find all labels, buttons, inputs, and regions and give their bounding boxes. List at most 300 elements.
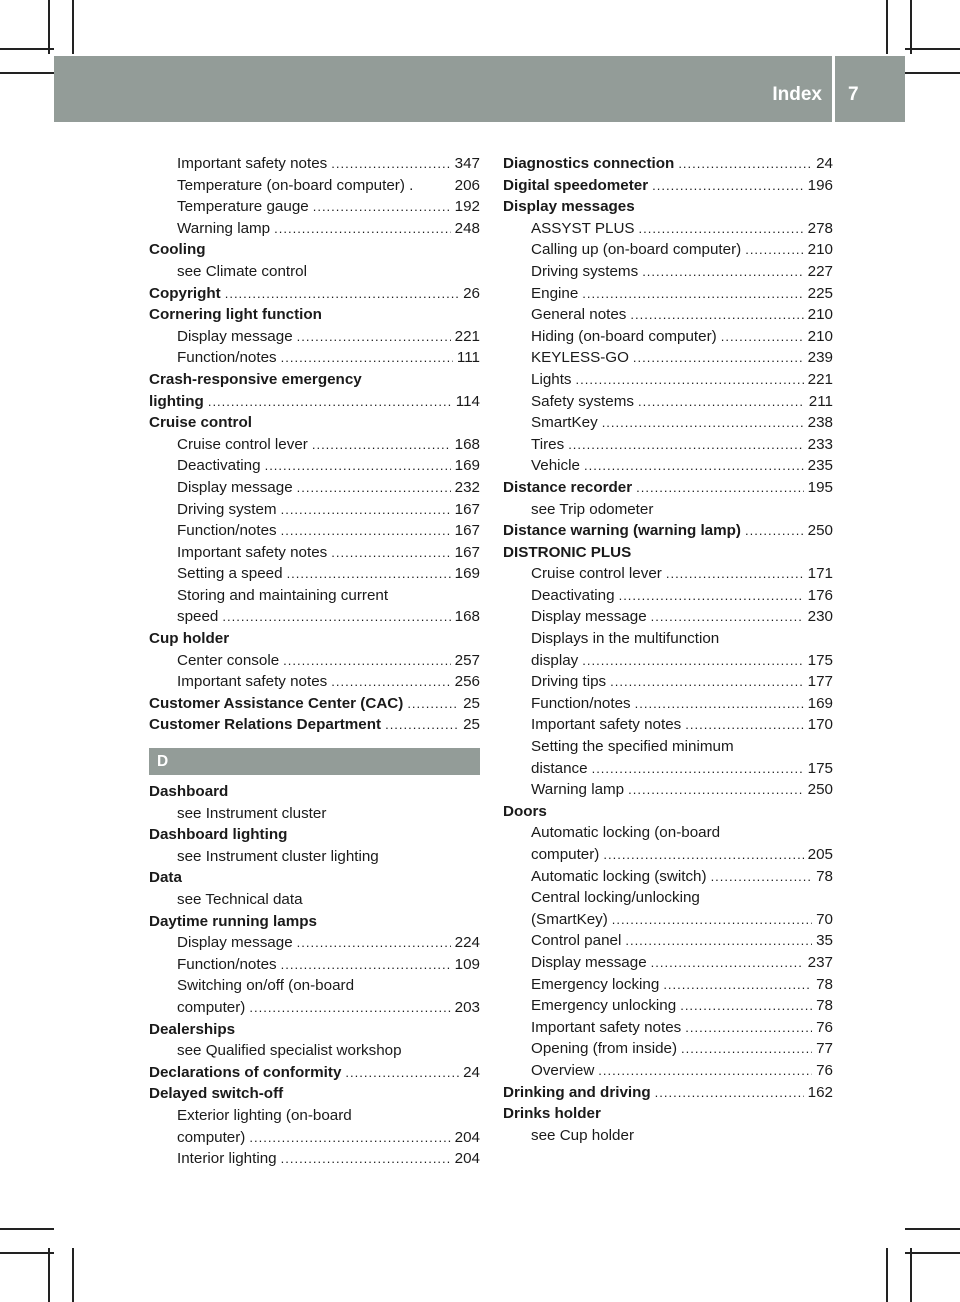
leader-dots — [249, 997, 450, 1019]
index-entry[interactable] — [503, 175, 833, 197]
page-ref[interactable]: 250 — [807, 522, 833, 540]
entry-label: computer) — [177, 998, 246, 1016]
index-subentry[interactable] — [503, 930, 833, 952]
leader-dots — [745, 239, 803, 261]
leader-dots — [281, 1148, 451, 1170]
leader-dots — [281, 347, 453, 369]
index-entry — [149, 781, 480, 803]
page-ref[interactable]: 195 — [807, 478, 833, 496]
index-subentry[interactable] — [503, 909, 833, 931]
leader-dots — [619, 585, 804, 607]
entry-label: distance — [531, 759, 588, 777]
page-ref[interactable]: 167 — [454, 522, 480, 540]
leader-dots — [331, 153, 450, 175]
crop-mark — [905, 48, 960, 50]
index-subentry[interactable] — [149, 563, 480, 585]
index-subentry[interactable] — [503, 347, 833, 369]
entry-label: Important safety notes — [531, 716, 682, 734]
page-ref[interactable]: 210 — [807, 306, 833, 324]
page-ref[interactable]: 205 — [807, 846, 833, 863]
crop-mark — [910, 1248, 912, 1302]
page-ref[interactable]: 237 — [807, 953, 833, 971]
index-subentry — [149, 803, 480, 825]
entry-label: Digital speedometer — [503, 176, 649, 194]
entry-label: Diagnostics connection — [503, 155, 675, 172]
leader-dots — [603, 844, 803, 866]
page-ref[interactable]: 170 — [807, 716, 833, 734]
entry-label: Distance recorder — [503, 478, 633, 496]
entry-label: Vehicle — [531, 457, 580, 475]
page-ref[interactable]: 250 — [807, 781, 833, 799]
index-entry — [149, 304, 480, 326]
entry-label: Display message — [177, 327, 293, 345]
index-entry — [149, 911, 480, 933]
crop-mark — [0, 72, 54, 74]
index-subentry[interactable] — [149, 997, 480, 1019]
page-ref[interactable]: 77 — [816, 1040, 833, 1058]
index-entry[interactable] — [503, 477, 833, 499]
entry-label: Cruise control lever — [177, 435, 308, 453]
page-ref[interactable]: 175 — [807, 651, 833, 669]
page-ref[interactable]: 76 — [816, 1061, 833, 1079]
leader-dots — [630, 304, 803, 326]
entry-label: Safety systems — [531, 392, 634, 410]
entry-label: Driving tips — [531, 673, 607, 691]
entry-label: Warning lamp — [177, 219, 271, 237]
entry-label: Dashboard lighting — [149, 826, 288, 844]
leader-dots — [592, 758, 804, 780]
leader-dots — [598, 1060, 812, 1082]
index-subentry[interactable] — [149, 455, 480, 477]
entry-label: Function/notes — [177, 955, 277, 973]
page-ref[interactable]: 257 — [454, 651, 480, 669]
leader-dots — [208, 391, 452, 413]
page-ref[interactable]: 78 — [816, 975, 833, 993]
entry-label: Crash-responsive emergency — [149, 370, 362, 388]
page-ref[interactable]: 78 — [816, 867, 833, 885]
entry-label: Emergency locking — [531, 975, 660, 993]
index-subentry[interactable] — [503, 974, 833, 996]
entry-label: Displays in the multifunction — [531, 630, 720, 648]
index-subentry[interactable] — [503, 326, 833, 348]
page-number: 7 — [848, 84, 859, 105]
page-title: Index — [772, 84, 822, 105]
index-subentry[interactable] — [503, 369, 833, 391]
page-ref[interactable]: 203 — [454, 998, 480, 1016]
index-entry[interactable] — [149, 714, 480, 736]
index-subentry — [149, 975, 480, 997]
entry-label: Storing and maintaining current — [177, 586, 389, 604]
leader-dots — [331, 542, 450, 564]
entry-label: Cruise control lever — [531, 565, 662, 583]
crop-mark — [886, 0, 888, 54]
index-subentry[interactable] — [503, 283, 833, 305]
entry-label: Delayed switch-off — [149, 1085, 284, 1103]
entry-label: Center console — [177, 651, 280, 669]
index-subentry[interactable] — [149, 477, 480, 499]
leader-dots — [407, 693, 459, 715]
leader-dots — [576, 369, 804, 391]
page-ref[interactable]: 167 — [454, 543, 480, 561]
page-ref[interactable]: 204 — [454, 1128, 480, 1146]
page-ref[interactable]: 239 — [807, 349, 833, 367]
entry-label: lighting — [149, 392, 204, 410]
index-subentry — [503, 887, 833, 909]
page-ref[interactable]: 169 — [454, 565, 480, 583]
index-subentry[interactable] — [503, 758, 833, 780]
leader-dots — [655, 1082, 804, 1104]
page-ref[interactable]: 230 — [807, 608, 833, 626]
leader-dots — [249, 1127, 450, 1149]
page-ref[interactable]: 177 — [807, 673, 833, 691]
entry-label: Engine — [531, 284, 579, 302]
leader-dots — [281, 499, 451, 521]
entry-label: Cruise control — [149, 414, 252, 432]
index-subentry[interactable] — [503, 952, 833, 974]
entry-label: see Climate control — [177, 262, 307, 280]
entry-label: Exterior lighting (on-board — [177, 1106, 352, 1124]
leader-dots — [297, 477, 451, 499]
entry-label: see Technical data — [177, 891, 303, 908]
header-divider — [832, 56, 835, 122]
entry-label: Overview — [531, 1061, 595, 1079]
leader-dots — [678, 153, 812, 175]
leader-dots — [638, 391, 805, 413]
index-subentry[interactable] — [503, 239, 833, 261]
entry-label: Automatic locking (on-board — [531, 824, 721, 842]
index-subentry — [149, 585, 480, 607]
index-subentry — [503, 1125, 833, 1147]
leader-dots — [331, 671, 450, 693]
index-subentry[interactable] — [503, 585, 833, 607]
index-entry — [149, 369, 480, 391]
index-subentry[interactable] — [149, 650, 480, 672]
entry-label: Function/notes — [177, 349, 277, 367]
page-ref[interactable]: 35 — [816, 932, 833, 950]
index-subentry[interactable] — [503, 434, 833, 456]
index-subentry[interactable] — [149, 520, 480, 542]
entry-label: Dealerships — [149, 1020, 236, 1038]
page-ref[interactable]: 221 — [807, 370, 833, 388]
index-entry — [149, 867, 480, 889]
index-subentry[interactable] — [503, 563, 833, 585]
page-ref[interactable]: 196 — [807, 176, 833, 194]
index-subentry[interactable] — [149, 1148, 480, 1170]
leader-dots — [635, 693, 804, 715]
index-subentry[interactable] — [149, 153, 480, 175]
entry-label: Function/notes — [531, 694, 631, 712]
index-entry[interactable] — [149, 693, 480, 715]
entry-label: Copyright — [149, 284, 221, 302]
leader-dots — [297, 932, 451, 954]
leader-dots — [642, 261, 803, 283]
page-ref[interactable]: 210 — [807, 241, 833, 259]
entry-label: ASSYST PLUS — [531, 219, 635, 237]
entry-label: General notes — [531, 306, 627, 324]
leader-dots — [610, 671, 804, 693]
page-ref[interactable]: 162 — [807, 1083, 833, 1101]
crop-mark — [0, 48, 54, 50]
crop-mark — [0, 1228, 54, 1230]
leader-dots — [633, 347, 804, 369]
index-subentry[interactable] — [149, 671, 480, 693]
leader-dots — [385, 714, 459, 736]
page-ref[interactable]: 169 — [454, 457, 480, 475]
page-ref[interactable]: 24 — [816, 155, 833, 172]
leader-dots — [612, 909, 812, 931]
page-ref[interactable]: 248 — [454, 219, 480, 237]
section-header: D — [149, 748, 480, 775]
index-entry[interactable] — [149, 1062, 480, 1084]
leader-dots — [274, 218, 451, 240]
page-ref[interactable]: 278 — [807, 219, 833, 237]
index-subentry[interactable] — [149, 175, 480, 197]
index-entry — [503, 801, 833, 823]
page-ref[interactable]: 256 — [454, 673, 480, 691]
leader-dots — [685, 714, 803, 736]
crop-mark — [905, 72, 960, 74]
entry-label: Drinking and driving — [503, 1083, 651, 1101]
entry-label: Cup holder — [149, 630, 230, 648]
page-ref[interactable]: 211 — [808, 392, 833, 410]
index-subentry[interactable] — [503, 714, 833, 736]
entry-label: Important safety notes — [531, 1018, 682, 1036]
index-subentry[interactable] — [149, 218, 480, 240]
index-subentry[interactable] — [149, 196, 480, 218]
entry-label: Calling up (on-board computer) — [531, 241, 742, 259]
index-subentry — [149, 1040, 480, 1062]
entry-label: Setting the specified minimum — [531, 738, 734, 756]
entry-label: speed — [177, 608, 219, 626]
leader-dots — [639, 218, 804, 240]
page-ref[interactable]: 176 — [807, 586, 833, 604]
page-ref[interactable]: 233 — [807, 435, 833, 453]
crop-mark — [72, 0, 74, 54]
entry-label: see Instrument cluster lighting — [177, 847, 379, 865]
index-subentry[interactable] — [503, 391, 833, 413]
entry-label: KEYLESS-GO — [531, 349, 629, 367]
leader-dots — [628, 779, 804, 801]
leader-dots — [651, 952, 804, 974]
page-ref[interactable]: 235 — [807, 457, 833, 475]
leader-dots — [652, 175, 803, 197]
page-ref[interactable]: 169 — [807, 694, 833, 712]
leader-dots — [685, 1017, 812, 1039]
index-entry — [149, 628, 480, 650]
index-subentry[interactable] — [503, 650, 833, 672]
index-subentry[interactable] — [503, 693, 833, 715]
entry-label: display — [531, 651, 579, 669]
index-subentry[interactable] — [503, 866, 833, 888]
index-subentry[interactable] — [149, 1127, 480, 1149]
page-ref[interactable]: 175 — [807, 759, 833, 777]
crop-mark — [910, 0, 912, 54]
index-subentry[interactable] — [503, 218, 833, 240]
index-subentry[interactable] — [149, 434, 480, 456]
leader-dots — [582, 283, 803, 305]
index-subentry[interactable] — [149, 326, 480, 348]
index-subentry — [503, 499, 833, 521]
entry-label: Display message — [177, 478, 293, 496]
entry-label: Data — [149, 869, 182, 887]
page-ref[interactable]: 111 — [456, 349, 480, 367]
leader-dots — [711, 866, 813, 888]
leader-dots — [265, 455, 451, 477]
entry-label: Drinks holder — [503, 1105, 601, 1123]
leader-dots — [602, 412, 804, 434]
entry-label: Cornering light function — [149, 306, 322, 324]
page-ref[interactable]: 25 — [463, 716, 480, 734]
entry-label: Declarations of conformity — [149, 1063, 342, 1081]
entry-label: Daytime running lamps — [149, 912, 317, 930]
leader-dots — [681, 1038, 812, 1060]
index-subentry[interactable] — [503, 1060, 833, 1082]
entry-label: Function/notes — [177, 522, 277, 540]
leader-dots — [313, 196, 451, 218]
entry-label: Interior lighting — [177, 1150, 277, 1168]
leader-dots — [283, 650, 451, 672]
entry-label: computer) — [531, 846, 600, 863]
entry-label: Important safety notes — [177, 155, 328, 172]
leader-dots — [225, 283, 459, 305]
index-subentry[interactable] — [503, 304, 833, 326]
page-ref[interactable]: 204 — [454, 1150, 480, 1168]
index-subentry — [149, 889, 480, 911]
entry-label: see Cup holder — [531, 1126, 635, 1144]
entry-label: Central locking/unlocking — [531, 889, 700, 907]
index-entry[interactable] — [503, 1082, 833, 1104]
index-subentry — [503, 822, 833, 844]
page-ref[interactable]: 70 — [816, 910, 833, 928]
page-ref[interactable]: 224 — [454, 934, 480, 952]
crop-mark — [48, 1248, 50, 1302]
crop-mark — [72, 1248, 74, 1302]
page-ref[interactable]: 232 — [454, 478, 480, 496]
index-entry — [149, 1019, 480, 1041]
index-subentry[interactable] — [149, 499, 480, 521]
entry-label: Display messages — [503, 198, 635, 216]
leader-dots — [281, 954, 451, 976]
entry-label: Warning lamp — [531, 781, 625, 799]
page-ref[interactable]: 168 — [454, 435, 480, 453]
leader-dots — [636, 477, 804, 499]
leader-dots — [297, 326, 451, 348]
index-entry — [503, 542, 833, 564]
index-subentry — [149, 1105, 480, 1127]
leader-dots — [584, 455, 804, 477]
entry-label: Switching on/off (on-board — [177, 977, 355, 995]
entry-label: (SmartKey) — [531, 910, 608, 928]
entry-label: SmartKey — [531, 414, 598, 432]
page-ref[interactable]: 76 — [816, 1018, 833, 1036]
index-entry — [149, 1083, 480, 1105]
entry-label: Driving systems — [531, 262, 639, 280]
index-subentry[interactable] — [503, 455, 833, 477]
index-subentry[interactable] — [503, 412, 833, 434]
index-subentry[interactable] — [503, 261, 833, 283]
entry-label: Temperature gauge — [177, 198, 309, 216]
index-subentry[interactable] — [149, 347, 480, 369]
entry-label: Automatic locking (switch) — [531, 867, 707, 885]
page-ref[interactable]: 24 — [463, 1063, 480, 1081]
index-subentry[interactable] — [149, 542, 480, 564]
index-subentry[interactable] — [503, 844, 833, 866]
page-ref[interactable]: 221 — [454, 327, 480, 345]
entry-label: Driving system — [177, 500, 277, 518]
entry-label: Important safety notes — [177, 543, 328, 561]
page-ref[interactable]: 210 — [807, 327, 833, 345]
entry-label: Display message — [531, 608, 647, 626]
entry-label: Emergency unlocking — [531, 997, 677, 1015]
leader-dots — [666, 563, 804, 585]
index-subentry[interactable] — [149, 932, 480, 954]
page-ref[interactable]: 78 — [816, 997, 833, 1015]
entry-label: Display message — [177, 934, 293, 952]
page-ref[interactable]: 167 — [454, 500, 480, 518]
entry-label: DISTRONIC PLUS — [503, 543, 632, 561]
entry-label: Opening (from inside) — [531, 1040, 678, 1058]
index-subentry — [149, 846, 480, 868]
page-ref[interactable]: 192 — [454, 198, 480, 216]
page-ref[interactable]: 26 — [463, 284, 480, 302]
crop-mark — [0, 1252, 54, 1254]
page-ref[interactable]: 347 — [454, 155, 480, 172]
page-ref[interactable]: 225 — [807, 284, 833, 302]
entry-label: Tires — [531, 435, 565, 453]
crop-mark — [905, 1252, 960, 1254]
index-subentry[interactable] — [503, 995, 833, 1017]
index-subentry[interactable] — [503, 606, 833, 628]
index-subentry — [503, 628, 833, 650]
entry-label: see Qualified specialist workshop — [177, 1042, 402, 1060]
index-subentry[interactable] — [503, 779, 833, 801]
crop-mark — [48, 0, 50, 54]
index-subentry[interactable] — [503, 671, 833, 693]
leader-dots — [281, 520, 451, 542]
index-entry[interactable] — [149, 283, 480, 305]
page-ref[interactable]: 25 — [463, 694, 480, 712]
page-ref[interactable]: 114 — [455, 392, 480, 410]
page-ref[interactable]: 206 — [454, 176, 480, 194]
index-entry[interactable] — [503, 153, 833, 175]
index-entry[interactable] — [149, 391, 480, 413]
entry-label: Dashboard — [149, 783, 229, 801]
entry-label: Distance warning (warning lamp) — [503, 522, 741, 540]
entry-label: Control panel — [531, 932, 622, 950]
page-ref[interactable]: 168 — [454, 608, 480, 626]
index-subentry[interactable] — [503, 1017, 833, 1039]
index-entry — [149, 824, 480, 846]
page-ref[interactable]: 227 — [807, 262, 833, 280]
crop-mark — [905, 1228, 960, 1230]
leader-dots — [625, 930, 812, 952]
entry-label: computer) — [177, 1128, 246, 1146]
index-subentry[interactable] — [149, 954, 480, 976]
entry-label: Lights — [531, 370, 572, 388]
entry-label: see Instrument cluster — [177, 804, 327, 822]
leader-dots — [745, 520, 804, 542]
page-ref[interactable]: 109 — [454, 955, 480, 973]
index-subentry[interactable] — [503, 1038, 833, 1060]
page-ref[interactable]: 238 — [807, 414, 833, 432]
index-entry — [503, 1103, 833, 1125]
leader-dots — [287, 563, 451, 585]
leader-dots — [345, 1062, 459, 1084]
entry-label: see Trip odometer — [531, 500, 654, 518]
index-subentry[interactable] — [149, 606, 480, 628]
index-entry[interactable] — [503, 520, 833, 542]
page-ref[interactable]: 171 — [807, 565, 833, 583]
